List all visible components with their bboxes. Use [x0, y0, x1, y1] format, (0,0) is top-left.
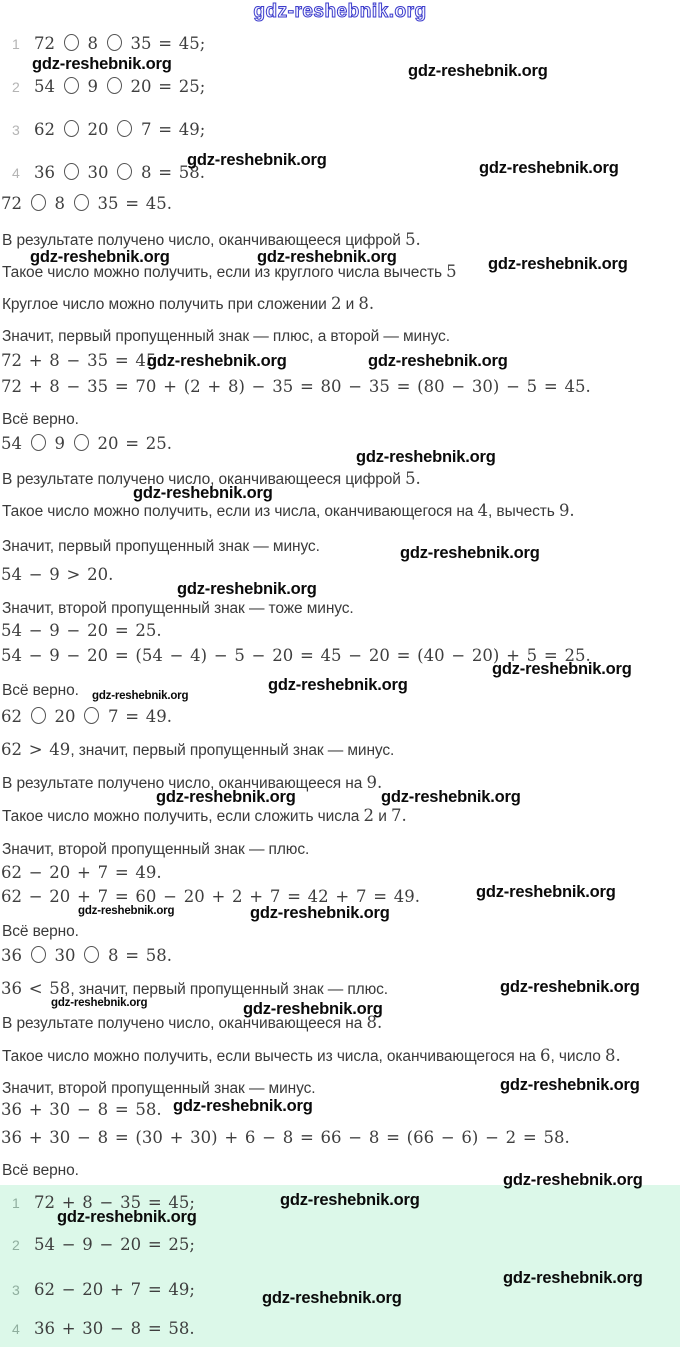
site-watermark: gdz-reshebnik.org [500, 1076, 640, 1094]
answer-item [12, 1279, 195, 1302]
site-watermark: gdz-reshebnik.org [476, 883, 616, 901]
empty-sign-circle [64, 120, 79, 137]
math-run: 72 + 8 − 35 = 45. [1, 351, 162, 370]
text-run: В результате получено число, оканчивающееся на [2, 775, 367, 792]
site-watermark: gdz-reshebnik.org [408, 62, 548, 80]
answer-equation [34, 1280, 195, 1299]
math-run: 7. [391, 806, 407, 825]
solution-text-line [2, 327, 450, 347]
empty-sign-circle [31, 707, 46, 724]
math-run: 36 30 8 = 58. [34, 163, 206, 182]
empty-sign-circle [64, 34, 79, 51]
math-run: 36 + 30 − 8 = 58. [34, 1319, 195, 1338]
site-watermark: gdz-reshebnik.org [356, 448, 496, 466]
equation-line [1, 1100, 162, 1121]
site-watermark: gdz-reshebnik.org [57, 1208, 197, 1226]
text-run: Значит, второй пропущенный знак — плюс. [2, 841, 310, 858]
math-run: 54 − 9 − 20 = 25; [34, 1235, 195, 1254]
site-watermark: gdz-reshebnik.org [503, 1171, 643, 1189]
text-run: и [341, 296, 359, 313]
problem-number: 3 [12, 122, 20, 138]
site-watermark: gdz-reshebnik.org [133, 484, 273, 502]
site-watermark: gdz-reshebnik.org [262, 1289, 402, 1307]
site-watermark: gdz-reshebnik.org [177, 580, 317, 598]
answer-equation [34, 1235, 195, 1254]
text-run: Такое число можно получить, если из круглого числа вычесть [2, 264, 447, 281]
site-watermark: gdz-reshebnik.org [32, 55, 172, 73]
site-watermark: gdz-reshebnik.org [51, 997, 148, 1009]
text-run: Всё верно. [2, 411, 79, 428]
empty-sign-circle [107, 34, 122, 51]
solution-text-line [2, 922, 79, 942]
site-watermark: gdz-reshebnik.org [488, 255, 628, 273]
site-watermark: gdz-reshebnik.org [173, 1097, 313, 1115]
text-run: Круглое число можно получить при сложении [2, 296, 331, 313]
solution-text-line [2, 806, 407, 827]
site-watermark: gdz-reshebnik.org [500, 978, 640, 996]
math-run: 8. [604, 1046, 621, 1065]
solution-text-line [2, 537, 320, 557]
math-run: 54 − 9 > 20. [1, 565, 114, 584]
math-run: 8. [366, 1013, 383, 1032]
math-run: 72 8 35 = 45; [34, 34, 206, 53]
empty-sign-circle [31, 194, 46, 211]
solution-text-line [2, 410, 79, 430]
text-run: , значит, первый пропущенный знак — минус. [70, 742, 395, 759]
math-run: 54 9 20 = 25. [1, 434, 173, 453]
text-run: В результате получено число, оканчивающееся цифрой [2, 232, 406, 249]
text-run: Значит, первый пропущенный знак — плюс, а второй — минус. [2, 328, 450, 345]
empty-sign-circle [84, 707, 99, 724]
text-run: Такое число можно получить, если вычесть из числа, оканчивающегося на [2, 1048, 541, 1065]
site-watermark: gdz-reshebnik.org [156, 788, 296, 806]
math-run: 36 < 58 [1, 979, 71, 998]
answer-item [12, 1318, 195, 1341]
equation-line [1, 565, 113, 586]
math-run: 36 + 30 − 8 = (30 + 30) + 6 − 8 = 66 − 8 = (66 − 6) − 2 = 58. [1, 1128, 570, 1147]
math-run: 72 + 8 − 35 = 70 + (2 + 8) − 35 = 80 − 35 = (80 − 30) − 5 = 45. [1, 377, 591, 396]
site-watermark: gdz-reshebnik.org [268, 676, 408, 694]
math-run: 2 [363, 806, 375, 825]
site-watermark: gdz-reshebnik.org [503, 1269, 643, 1287]
text-run: Всё верно. [2, 923, 79, 940]
equation-line [1, 1128, 570, 1149]
text-run: Значит, второй пропущенный знак — тоже минус. [2, 600, 354, 617]
solution-text-line [1, 740, 394, 761]
site-watermark-header: gdz-reshebnik.org [253, 1, 427, 22]
site-watermark: gdz-reshebnik.org [187, 151, 327, 169]
math-run: 54 9 20 = 25; [34, 77, 206, 96]
site-watermark: gdz-reshebnik.org [479, 159, 619, 177]
site-watermark: gdz-reshebnik.org [381, 788, 521, 806]
text-run: Значит, первый пропущенный знак — минус. [2, 538, 320, 555]
math-run: 4 [477, 501, 489, 520]
math-run: 54 − 9 − 20 = (54 − 4) − 5 − 20 = 45 − 20 = (40 − 20) + 5 = 25. [1, 646, 591, 665]
answer-equation [34, 1319, 195, 1338]
problem-equation [34, 163, 205, 182]
math-run: 62 > 49 [1, 740, 71, 759]
math-run: 72 8 35 = 45. [1, 194, 173, 213]
empty-sign-circle [117, 120, 132, 137]
math-run: 36 30 8 = 58. [1, 946, 173, 965]
solution-text-line [2, 1161, 79, 1181]
text-run: Такое число можно получить, если сложить числа [2, 808, 364, 825]
problem-item [12, 33, 205, 56]
text-run: Значит, второй пропущенный знак — минус. [2, 1080, 316, 1097]
math-run: 62 − 20 + 7 = 60 − 20 + 2 + 7 = 42 + 7 = 49. [1, 887, 421, 906]
site-watermark: gdz-reshebnik.org [78, 905, 175, 917]
text-run: , вычесть [488, 503, 559, 520]
math-run: 62 − 20 + 7 = 49. [1, 863, 162, 882]
problem-equation [34, 77, 205, 96]
site-watermark: gdz-reshebnik.org [250, 904, 390, 922]
math-run: 72 + 8 − 35 = 45; [34, 1193, 195, 1212]
math-run: 9. [558, 501, 575, 520]
site-watermark: gdz-reshebnik.org [257, 248, 397, 266]
math-run: 62 − 20 + 7 = 49; [34, 1280, 195, 1299]
site-watermark: gdz-reshebnik.org [280, 1191, 420, 1209]
answer-item [12, 1234, 195, 1257]
site-watermark: gdz-reshebnik.org [147, 352, 287, 370]
math-run: 62 20 7 = 49; [34, 120, 206, 139]
empty-sign-circle [64, 77, 79, 94]
problem-number: 1 [12, 36, 20, 52]
text-run: В результате получено число, оканчивающееся цифрой [2, 471, 406, 488]
answer-number: 1 [12, 1195, 20, 1211]
problem-number: 4 [12, 165, 20, 181]
equation-line [1, 377, 591, 398]
site-watermark: gdz-reshebnik.org [492, 660, 632, 678]
math-run: 8. [358, 294, 375, 313]
equation-line [1, 194, 172, 215]
text-run: и [374, 808, 392, 825]
math-run: 5 [446, 262, 457, 281]
answer-number: 3 [12, 1282, 20, 1298]
empty-sign-circle [31, 946, 46, 963]
problem-equation [34, 34, 205, 53]
text-run: , значит, первый пропущенный знак — плюс. [70, 981, 388, 998]
empty-sign-circle [107, 77, 122, 94]
text-run: , число [550, 1048, 605, 1065]
problem-item [12, 162, 205, 185]
math-run: 54 − 9 − 20 = 25. [1, 621, 162, 640]
equation-line [1, 351, 162, 372]
text-run: Такое число можно получить, если из числа, оканчивающегося на [2, 503, 478, 520]
empty-sign-circle [74, 434, 89, 451]
site-watermark: gdz-reshebnik.org [92, 690, 189, 702]
solution-text-line [2, 501, 575, 522]
math-run: 5. [405, 469, 421, 488]
empty-sign-circle [64, 163, 79, 180]
empty-sign-circle [117, 163, 132, 180]
math-run: 2 [330, 294, 342, 313]
problem-item [12, 119, 205, 142]
empty-sign-circle [31, 434, 46, 451]
math-run: 62 20 7 = 49. [1, 707, 173, 726]
answer-number: 2 [12, 1237, 20, 1253]
empty-sign-circle [84, 946, 99, 963]
problem-number: 2 [12, 79, 20, 95]
solution-text-line [2, 599, 354, 619]
site-watermark: gdz-reshebnik.org [30, 248, 170, 266]
math-run: 9. [366, 773, 383, 792]
equation-line [1, 946, 172, 967]
text-run: Всё верно. [2, 682, 79, 699]
equation-line [1, 707, 172, 728]
solution-text-line [2, 1046, 621, 1067]
solution-text-line [2, 840, 309, 860]
problem-equation [34, 120, 205, 139]
text-run: В результате получено число, оканчивающееся на [2, 1015, 367, 1032]
math-run: 5. [405, 230, 421, 249]
answer-number: 4 [12, 1321, 20, 1337]
site-watermark: gdz-reshebnik.org [368, 352, 508, 370]
text-run: Всё верно. [2, 1162, 79, 1179]
solution-text-line [2, 681, 79, 701]
empty-sign-circle [74, 194, 89, 211]
equation-line [1, 621, 162, 642]
math-run: 36 + 30 − 8 = 58. [1, 1100, 162, 1119]
solution-text-line [2, 1079, 315, 1099]
solution-text-line [2, 294, 374, 315]
site-watermark: gdz-reshebnik.org [243, 1000, 383, 1018]
math-run: 6 [540, 1046, 551, 1065]
equation-line [1, 434, 172, 455]
problem-item [12, 76, 205, 99]
site-watermark: gdz-reshebnik.org [400, 544, 540, 562]
equation-line [1, 863, 162, 884]
